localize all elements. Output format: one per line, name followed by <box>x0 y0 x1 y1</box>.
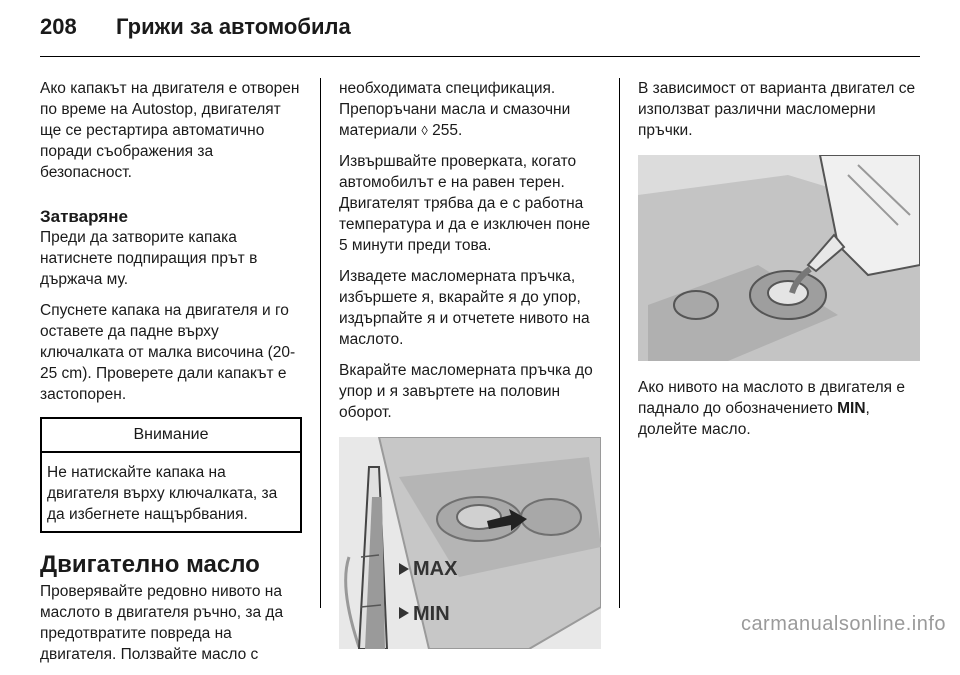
oil-filling-illustration <box>638 155 920 361</box>
header-divider <box>40 56 920 57</box>
spec-page-reference[interactable]: 255. <box>432 122 463 139</box>
dipstick-illustration <box>339 437 601 649</box>
closing-paragraph-1: Преди да затворите капака натиснете подпиращия прът в държача му. <box>40 229 258 288</box>
spec-paragraph <box>339 78 603 141</box>
page-number: 208 <box>40 14 77 39</box>
closing-paragraph-2: Спуснете капака на двигателя и го оставете да падне върху ключалката от малка височина (20-25 cm). Проверете дали капакът е застопорен. <box>40 302 296 403</box>
dipstick-drawing <box>339 437 601 649</box>
min-label: MIN <box>413 603 450 625</box>
page-title: Грижи за автомобила <box>116 14 351 39</box>
column-divider-1 <box>320 78 321 608</box>
caution-box <box>40 417 302 533</box>
autostop-paragraph: Ако капакът на двигателя е отворен по време на Autostop, двигателят ще се рестартира автоматично поради съображения за безопасност. <box>40 80 300 181</box>
column-divider-2 <box>619 78 620 608</box>
max-label: MAX <box>413 558 458 580</box>
spec-text: необходимата спецификация. Препоръчани масла и смазочни материали <box>339 80 571 139</box>
dipstick-read-paragraph: Извадете масломерната пръчка, избършете я, вкарайте я до упор, издърпайте я и отчетете нивото на маслото. <box>339 268 590 348</box>
column-2 <box>339 78 603 649</box>
column-1 <box>40 78 302 675</box>
min-level-text: Ако нивото на маслото в двигателя е паднало до обозначението <box>638 379 905 417</box>
oil-filling-drawing <box>638 155 920 361</box>
column-3 <box>638 78 920 450</box>
watermark: carmanualsonline.info <box>740 613 946 635</box>
dipstick-variants-paragraph: В зависимост от варианта двигател се използват различни масломерни пръчки. <box>638 80 916 139</box>
check-conditions-paragraph: Извършвайте проверката, когато автомобилът е на равен терен. Двигателят трябва да е с работна температура и да е изключен поне 5 минути преди това. <box>339 153 591 254</box>
min-mark: MIN <box>837 400 866 417</box>
min-level-paragraph <box>638 377 920 440</box>
engine-oil-paragraph: Проверявайте редовно нивото на маслото в двигателя ръчно, за да предотвратите повреда на двигателя. Ползвайте масло с <box>40 583 284 663</box>
page-reference-icon: ◊ <box>421 123 428 138</box>
dipstick-insert-paragraph: Вкарайте масломерната пръчка до упор и я завъртете на половин оборот. <box>339 362 593 421</box>
min-level-text-end: , долейте масло. <box>638 400 870 438</box>
caution-body: Не натискайте капака на двигателя върху ключалката, за да избегнете нащърбвания. <box>47 464 278 523</box>
page-header <box>40 14 920 44</box>
caution-title: Внимание <box>42 419 300 453</box>
engine-oil-heading: Двигателно масло <box>40 551 260 578</box>
closing-heading: Затваряне <box>40 207 128 226</box>
